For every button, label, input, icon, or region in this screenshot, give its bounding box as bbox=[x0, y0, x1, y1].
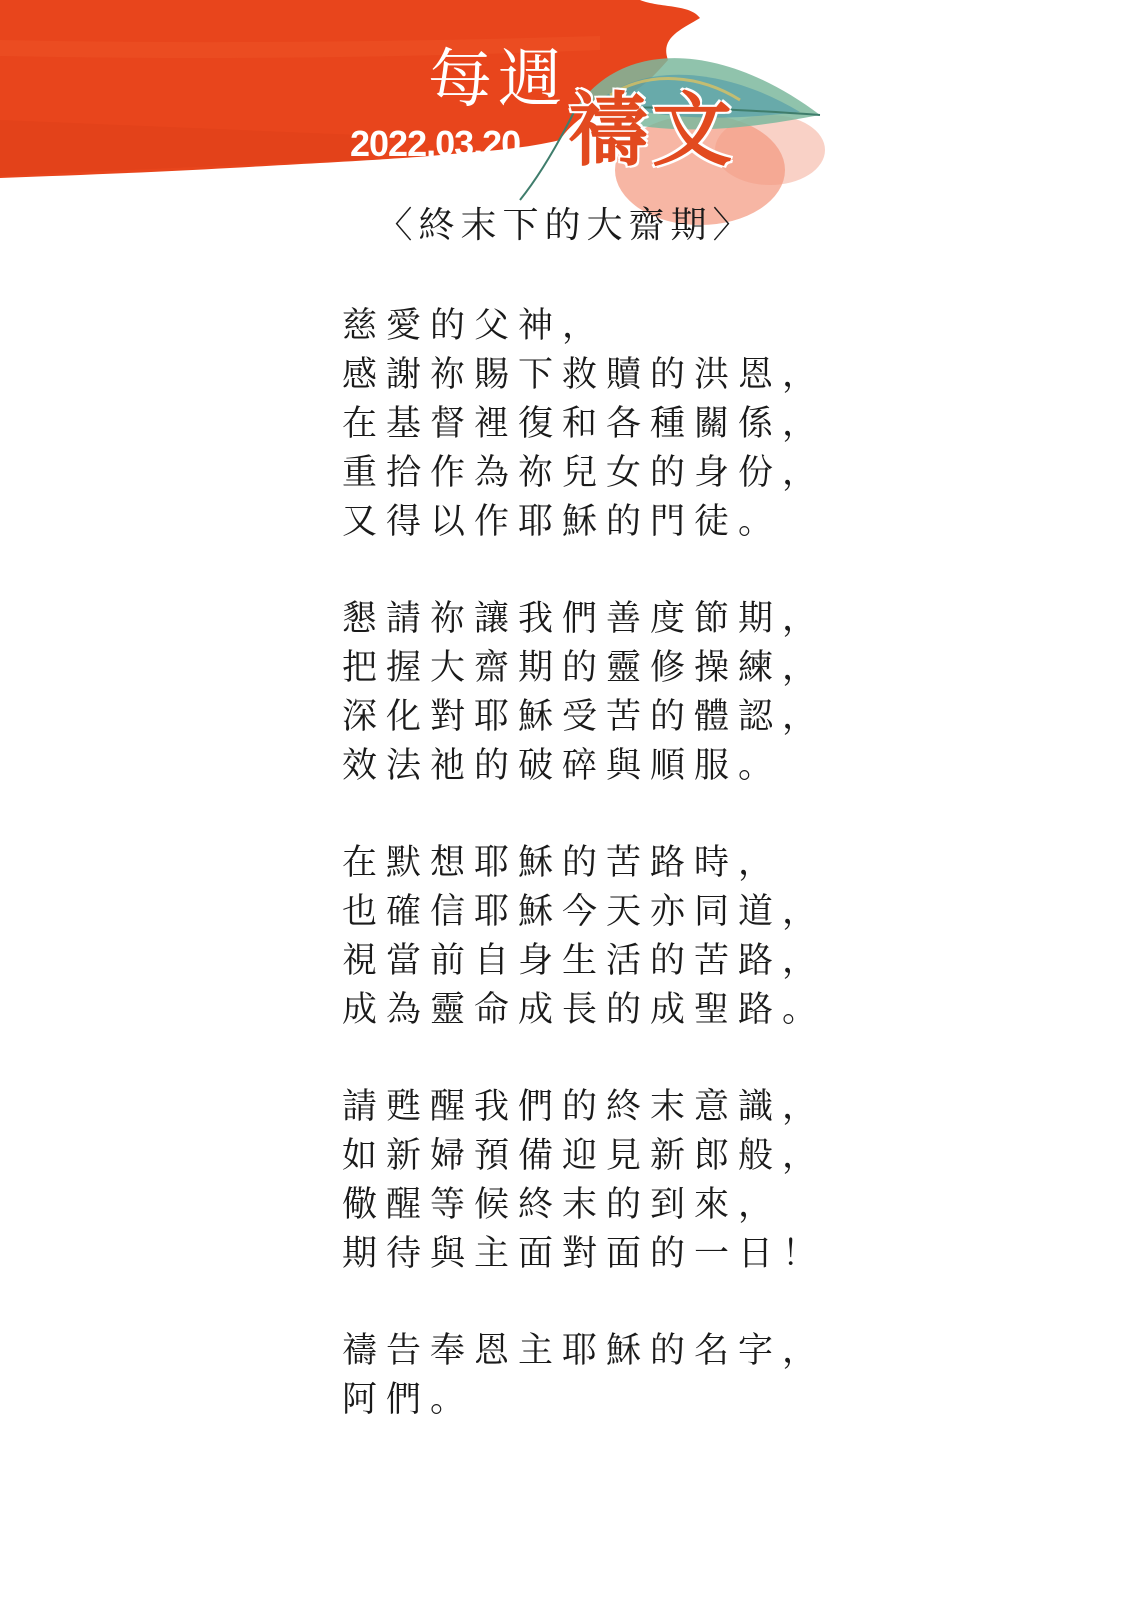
stanza bbox=[342, 595, 862, 791]
stanza bbox=[342, 1083, 862, 1279]
header-weekly-label: 每週 bbox=[428, 43, 568, 117]
prayer-line: 感謝祢賜下救贖的洪恩， bbox=[342, 355, 827, 395]
prayer-line: 成為靈命成長的成聖路。 bbox=[342, 990, 827, 1030]
prayer-line: 效法祂的破碎與順服。 bbox=[342, 746, 783, 786]
prayer-line: 視當前自身生活的苦路， bbox=[342, 941, 827, 981]
prayer-line: 請甦醒我們的終末意識， bbox=[342, 1087, 827, 1127]
prayer-line: 慈愛的父神， bbox=[342, 306, 607, 346]
stanza bbox=[342, 839, 862, 1035]
prayer-line: 禱告奉恩主耶穌的名字， bbox=[342, 1331, 827, 1371]
header-prayer-label: 禱文 bbox=[568, 83, 736, 177]
prayer-line: 在默想耶穌的苦路時， bbox=[342, 843, 783, 883]
prayer-line: 把握大齋期的靈修操練， bbox=[342, 648, 827, 688]
prayer-body bbox=[342, 302, 862, 1473]
header-date: 2022.03.20 bbox=[350, 123, 521, 164]
prayer-line: 也確信耶穌今天亦同道， bbox=[342, 892, 827, 932]
prayer-line: 重拾作為祢兒女的身份， bbox=[342, 453, 827, 493]
prayer-line: 如新婦預備迎見新郎般， bbox=[342, 1136, 827, 1176]
prayer-line: 又得以作耶穌的門徒。 bbox=[342, 502, 783, 542]
header-banner bbox=[0, 0, 1131, 240]
stanza bbox=[342, 1327, 862, 1425]
prayer-line: 儆醒等候終末的到來， bbox=[342, 1185, 783, 1225]
stanza bbox=[342, 302, 862, 547]
paint-stroke-background bbox=[0, 0, 1131, 240]
prayer-line: 深化對耶穌受苦的體認， bbox=[342, 697, 827, 737]
prayer-title: 〈終末下的大齋期〉 bbox=[376, 205, 755, 246]
prayer-line: 阿們。 bbox=[342, 1380, 475, 1420]
prayer-line: 在基督裡復和各種關係， bbox=[342, 404, 827, 444]
prayer-line: 期待與主面對面的一日！ bbox=[342, 1234, 827, 1274]
prayer-line: 懇請祢讓我們善度節期， bbox=[342, 599, 827, 639]
